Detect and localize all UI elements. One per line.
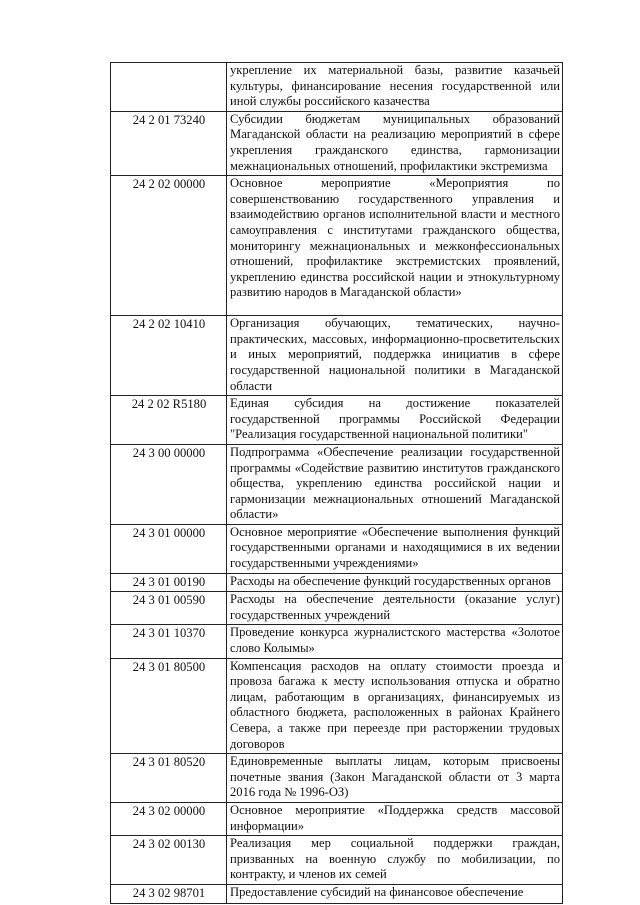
- row-code: 24 3 02 00130: [111, 836, 227, 885]
- table-row: [111, 444, 563, 524]
- row-description: Субсидии бюджетам муниципальных образований Магаданской области на реализацию мероприятий в сфере укрепления гражданского единства, гармонизации межнациональных отношений, профилактики экстремизма: [227, 111, 563, 175]
- table-row: [111, 176, 563, 316]
- row-description: Подпрограмма «Обеспечение реализации государственной программы «Содействие развитию институтов гражданского общества, укреплению единства российской нации и гармонизации межнациональных отношений Магаданской области»: [227, 444, 563, 524]
- table-row: [111, 658, 563, 754]
- row-description: Основное мероприятие «Поддержка средств массовой информации»: [227, 802, 563, 835]
- row-code: 24 2 02 10410: [111, 316, 227, 396]
- table-row: [111, 625, 563, 658]
- row-code: 24 3 01 80500: [111, 658, 227, 754]
- row-description: Расходы на обеспечение деятельности (оказание услуг) государственных учреждений: [227, 592, 563, 625]
- row-code: 24 3 01 00190: [111, 573, 227, 592]
- row-code: 24 3 01 00000: [111, 524, 227, 573]
- row-code: 24 2 01 73240: [111, 111, 227, 175]
- row-description: Проведение конкурса журналистского мастерства «Золотое слово Колымы»: [227, 625, 563, 658]
- row-code: 24 3 02 00000: [111, 802, 227, 835]
- row-code: 24 3 02 98701: [111, 884, 227, 903]
- table-row: [111, 63, 563, 112]
- table-row: [111, 754, 563, 803]
- row-code: 24 3 01 80520: [111, 754, 227, 803]
- row-description: Расходы на обеспечение функций государственных органов: [227, 573, 563, 592]
- row-description: Единовременные выплаты лицам, которым присвоены почетные звания (Закон Магаданской области от 3 марта 2016 года № 1996-ОЗ): [227, 754, 563, 803]
- table-row: [111, 884, 563, 903]
- row-description: Основное мероприятие «Мероприятия по совершенствованию государственного управления и взаимодействию органов исполнительной власти и местного самоуправления с институтами гражданского общества, мониторингу межнациональных и межконфессиональных отношений, профилактике экстремистских проявлений, укреплению единства российской нации и этнокультурному развитию народов в Магаданской области»: [227, 176, 563, 316]
- row-description: Единая субсидия на достижение показателей государственной программы Российской Федерации "Реализация государственной национальной политики": [227, 396, 563, 445]
- row-code: 24 2 02 R5180: [111, 396, 227, 445]
- table-row: [111, 111, 563, 175]
- row-code: 24 3 00 00000: [111, 444, 227, 524]
- row-description: укрепление их материальной базы, развитие казачьей культуры, финансирование несения государственной или иной службы российского казачества: [227, 63, 563, 112]
- row-code: 24 3 01 00590: [111, 592, 227, 625]
- table-row: [111, 802, 563, 835]
- row-description: Организация обучающих, тематических, научно-практических, массовых, информационно-просветительских и иных мероприятий, поддержка инициатив в сфере государственной национальной политики в Магаданской области: [227, 316, 563, 396]
- row-description: Основное мероприятие «Обеспечение выполнения функций государственными органами и находящимися в их ведении государственными учреждениями»: [227, 524, 563, 573]
- row-code: 24 2 02 00000: [111, 176, 227, 316]
- budget-classification-table: [110, 62, 563, 904]
- document-page: [110, 62, 562, 904]
- row-code: [111, 63, 227, 112]
- table-row: [111, 592, 563, 625]
- row-description: Реализация мер социальной поддержки граждан, призванных на военную службу по мобилизации, по контракту, и членов их семей: [227, 836, 563, 885]
- table-row: [111, 573, 563, 592]
- row-description: Компенсация расходов на оплату стоимости проезда и провоза багажа к месту использования отпуска и обратно лицам, работающим в организациях, финансируемых из областного бюджета, расположенных в районах Крайнего Севера, а также при переезде при расторжении трудовых договоров: [227, 658, 563, 754]
- table-row: [111, 396, 563, 445]
- table-row: [111, 524, 563, 573]
- row-code: 24 3 01 10370: [111, 625, 227, 658]
- table-row: [111, 836, 563, 885]
- row-description: Предоставление субсидий на финансовое обеспечение: [227, 884, 563, 903]
- table-row: [111, 316, 563, 396]
